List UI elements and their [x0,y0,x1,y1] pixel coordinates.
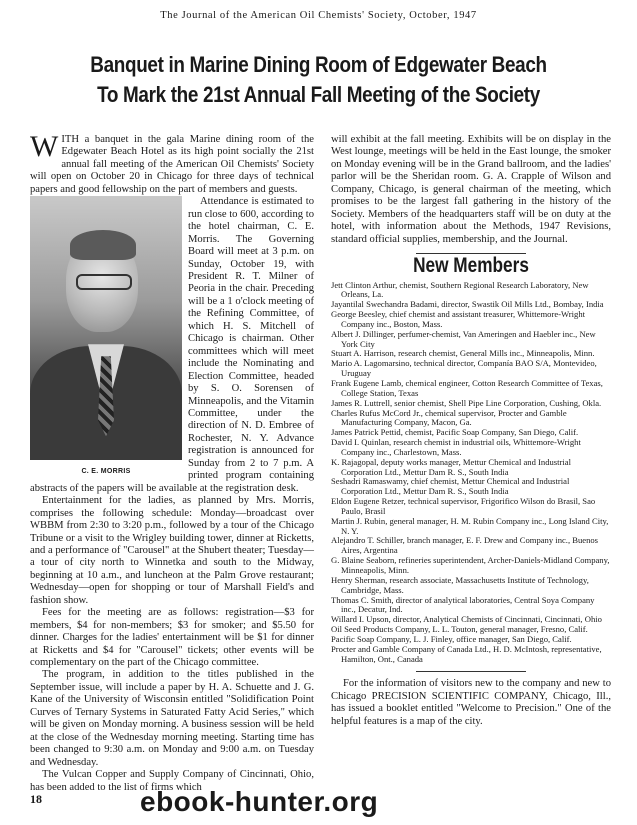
photo-caption: C. E. MORRIS [81,468,131,476]
intro-paragraph [30,130,314,196]
member-entry: Eldon Eugene Retzer, technical supervisor, Frigorifico Wilson do Brasil, Sao Paulo, Brasil [331,496,596,516]
member-entry: Jett Clinton Arthur, chemist, Southern Regional Research Laboratory, New Orleans, La. [331,279,589,300]
left-column [30,130,314,794]
member-entry: Thomas C. Smith, director of analytical laboratories, Central Soya Company inc., Decatur, Ind. [331,594,595,615]
right-column [331,134,611,728]
article-title [71,50,566,110]
paragraph-program: The program, in addition to the titles published in the September issue, will include a paper by H. A. Schuette and J. G. Kane of the University of Wisconsin entitled "Solidification Point Curves of Ternary Systems in Saturated Fatty Acid Series," which will be given on Monday morning. A business session will be held at the close of the Wednesday morning meeting. Starting time has been changed to 9:30 a.m. on Monday and 9:00 a.m. on Tuesday and Wednesday. [30,669,314,768]
new-members-heading: New Members [413,254,529,278]
member-entry: Charles Rufus McCord Jr., chemical supervisor, Procter and Gamble Manufacturing Company, Macon, Ga. [331,407,567,428]
member-entry: Albert J. Dillinger, perfumer-chemist, Van Ameringen and Haebler inc., New York City [331,328,596,349]
intro-text: ITH a banquet in the gala Marine dining room of the Edgewater Beach Hotel as its high point socially the 21st annual fall meeting of the American Oil Chemists' Society will open on October 20 in Chicago for three days of technical papers and good fellowship on the part of members and guests. [30,134,314,195]
member-entry: Mario A. Lagomarsino, technical director, Companía BAO S/A, Montevideo, Uruguay [331,358,597,379]
member-entry: Pacific Soap Company, L. J. Finley, office manager, San Diego, Calif. [331,633,572,644]
members-list [331,281,611,665]
portrait-photo [30,196,182,460]
member-entry: K. Rajagopal, deputy works manager, Mettur Chemical and Industrial Corporation Ltd., Mettur Dam R. S., South India [331,456,571,477]
glasses-shape [76,274,132,290]
member-entry: James R. Luttrell, senior chemist, Shell Pipe Line Corporation, Cushing, Okla. [331,397,602,408]
paragraph-fees: Fees for the meeting are as follows: registration—$3 for members, $4 for non-members; $3 for smoker; and $5.50 for dinner. Charges for the ladies' entertainment will be $1 for dinner at Ricketts and $4 for "Carousel" tickets; other events will be complementary on the part of the Chicago committee. [30,607,314,669]
paragraph-precision: For the information of visitors new to the company and new to Chicago PRECISION SCIENTIFIC COMPANY, Chicago, Ill., has issued a booklet entitled "Welcome to Precision." One of the helpful features is a map of the city. [331,678,611,727]
member-entry: Alejandro T. Schiller, branch manager, E. F. Drew and Company inc., Buenos Aires, Argentina [331,535,599,556]
title-line-1: Banquet in Marine Dining Room of Edgewater Beach [90,52,547,77]
member-entry: Jayantilal Swechandra Badami, director, Swastik Oil Mills Ltd., Bombay, India [331,299,604,310]
paragraph-vulcan: The Vulcan Copper and Supply Company of Cincinnati, Ohio, has been added to the list of firms which [30,769,314,793]
member-entry: Willard I. Upson, director, Analytical Chemists of Cincinnati, Cincinnati, Ohio [331,614,602,625]
member-entry: Stuart A. Harrison, research chemist, General Mills inc., Minneapolis, Minn. [331,348,595,359]
paragraph-entertainment: Entertainment for the ladies, as planned by Mrs. Morris, comprises the following schedule: Monday—broadcast over WBBM from 2:30 to 3:20 p.m., followed by a tour of the Chicago Tribune or a visit to the Wrigley building tower, dinner at Ricketts, and a performance of "Carousel" at the Shubert theater; Tuesday—a tour of city north to Winnetka and south to the Midway, beginning at 10 a.m., and luncheon at the Palm Grove restaurant; Wednesday—open for shopping or tour of Marshall Field's and fashion show. [30,495,314,606]
member-entry: Henry Sherman, research associate, Massachusetts Institute of Technology, Cambridge, Mass. [331,574,589,595]
member-entry: Seshadri Ramaswamy, chief chemist, Mettur Chemical and Industrial Corporation Ltd., Mettur Dam R. S., South India [331,476,570,497]
watermark-text: ebook-hunter.org [140,786,379,817]
member-entry: George Beesley, chief chemist and assistant treasurer, Whittemore-Wright Company inc., Boston, Mass. [331,309,586,329]
member-entry: Oil Seed Products Company, L. L. Touton, general manager, Fresno, Calif. [331,624,588,635]
member-entry: Procter and Gamble Company of Canada Ltd., H. D. McIntosh, representative, Hamilton, Ont., Canada [331,643,602,664]
paragraph-exhibits: will exhibit at the fall meeting. Exhibits will be on display in the West lounge, meetings will be held in the East lounge, the smoker on Monday evening will be in the Grand ballroom, and the ladies' parlor will be the Sheridan room. G. A. Crapple of Wilson and Company, Chicago, is general chairman of the meeting, which promises to be the largest fall gathering in the history of the Society. Members of the headquarters staff will be on duty at the hotel, with information about the Methods, 1947 Revisions, standard official supplies, membership, and the Journal. [331,134,611,245]
drop-cap: W [30,130,59,163]
portrait-figure [30,196,182,476]
paragraph-attendance: Attendance is estimated to run close to 600, according to the hotel chairman, C. E. Morris. The Governing Board will meet at 3 p.m. on Sunday, October 19, with President R. T. Milner of Peoria in the chair. Preceding will be a 1 o'clock meeting of the Refining Committee, of which H. S. Mitchell of Chicago is chairman. Other committees which will meet include the Nominating and Election Committee, headed by S. O. Sorensen of Minneapolis, and the Vitamin Committee, under the direction of N. D. Embree of Rochester, N. Y. Advance registration is announced for Sunday from 2 to 7 p.m. A printed program containing abstracts of the papers will be available at the registration desk. [30,196,314,494]
member-entry: Martin J. Rubin, general manager, H. M. Rubin Company inc., Long Island City, N. Y. [331,515,609,536]
member-entry: Frank Eugene Lamb, chemical engineer, Cotton Research Committee of Texas, College Station, Texas [331,377,603,398]
member-entry: G. Blaine Seaborn, refineries superintendent, Archer-Daniels-Midland Company, Minneapolis, Minn. [331,555,610,575]
member-entry: David I. Quinlan, research chemist in industrial oils, Whittemore-Wright Company inc., Charlestown, Mass. [331,437,581,457]
title-line-2: To Mark the 21st Annual Fall Meeting of the Society [97,82,540,107]
running-header: The Journal of the American Oil Chemists' Society, October, 1947 [160,10,477,21]
hair-shape [70,230,136,260]
page-number: 18 [30,792,42,806]
member-entry: James Patrick Pettid, chemist, Pacific Soap Company, San Diego, Calif. [331,427,579,438]
section-divider-2 [416,671,526,672]
